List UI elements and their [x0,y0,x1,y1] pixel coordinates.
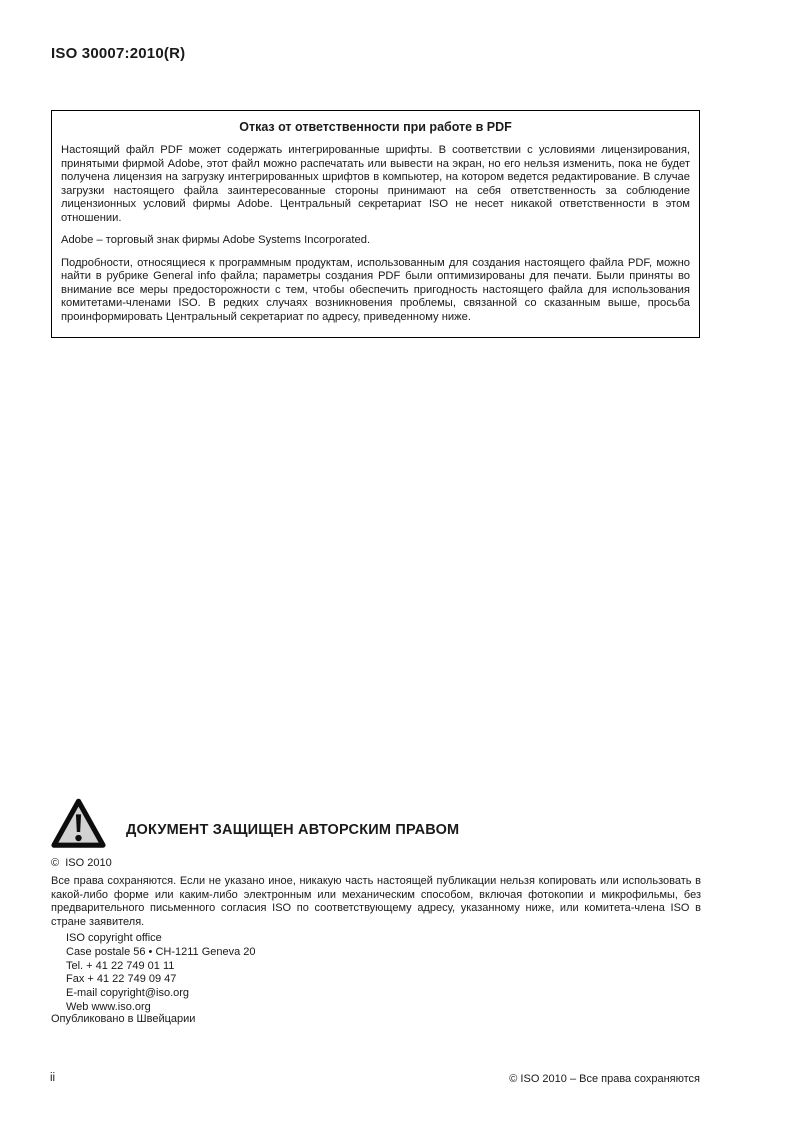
published-in-line: Опубликовано в Швейцарии [51,1013,196,1025]
copyright-notice-paragraph: Все права сохраняются. Если не указано иное, никакую часть настоящей публикации нельзя копировать или использовать в какой-либо форме или каким-либо электронным или механическим способом, включая фотокопии и микрофильмы, без предварительного письменного согласия ISO по соответствующему адресу, указанному ниже, или комитета-члена ISO в стране заявителя. [51,875,701,928]
page-title: ISO 30007:2010(R) [51,45,186,62]
disclaimer-paragraph: Подробности, относящиеся к программным продуктам, использованным для создания настоящего файла PDF, можно найти в рубрике General info файла; параметры создания PDF были оптимизированы для печати. Были приняты во внимание все меры предосторожности с тем, чтобы обеспечить пригодность настоящего файла для использования комитетами-членами ISO. В редких случаях возникновения проблемы, связанной со сказанным выше, просьба проинформировать Центральный секретариат по адресу, приведенному ниже. [61,256,690,323]
address-line-fax: Fax + 41 22 749 09 47 [66,973,177,986]
address-line-email: E-mail copyright@iso.org [66,987,190,1000]
copyright-year-line: © ISO 2010 [51,857,112,869]
footer-page-number: ii [50,1072,56,1084]
disclaimer-paragraph: Adobe – торговый знак фирмы Adobe Systems Incorporated. [61,234,371,246]
address-line-web: Web www.iso.org [66,1000,151,1013]
iso-address-block [66,932,256,1015]
pdf-disclaimer-box [51,110,700,338]
address-line-office: ISO copyright office [66,932,162,944]
copyright-protected-heading: ДОКУМЕНТ ЗАЩИЩЕН АВТОРСКИМ ПРАВОМ [126,822,460,838]
address-line-tel: Tel. + 41 22 749 01 11 [66,959,175,972]
footer-copyright: © ISO 2010 – Все права сохраняются [509,1073,700,1085]
warning-triangle-icon [50,797,107,850]
address-line-postal: Case postale 56 • CH-1211 Geneva 20 [66,945,256,958]
disclaimer-paragraph: Настоящий файл PDF может содержать интегрированные шрифты. В соответствии с условиями лицензирования, принятыми фирмой Adobe, этот файл можно распечатать или вывести на экран, но его нельзя изменить, пока не будет получена лицензия на загрузку интегрированных шрифтов в компьютер, на котором ведется редактирование. В случае загрузки настоящего файла заинтересованные стороны принимают на себя ответственность за соблюдение лицензионных условий фирмы Adobe. Центральный секретариат ISO не несет никакой ответственности в этом отношении. [61,144,690,224]
disclaimer-title: Отказ от ответственности при работе в PDF [239,120,512,134]
